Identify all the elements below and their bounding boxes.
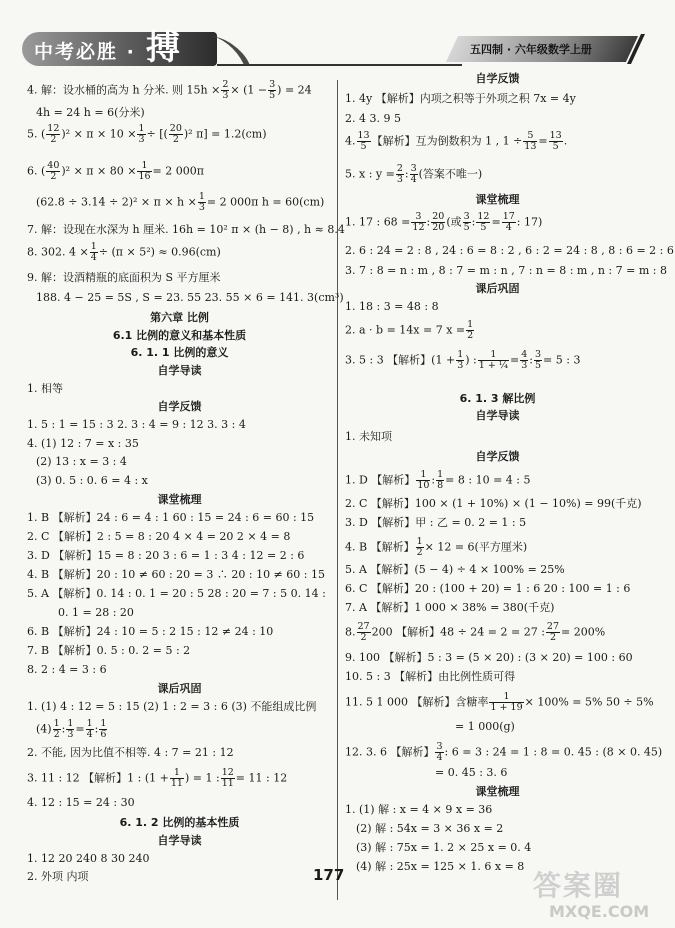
answer-line: (2) 13 : x = 3 : 4 <box>36 455 127 468</box>
answer-line: (3) 解 : 75x = 1. 2 × 25 x = 0. 4 <box>356 841 532 854</box>
part-heading: 自学导读 <box>157 364 202 377</box>
part-heading: 课堂梳理 <box>475 193 520 206</box>
answer-line: 1. 相等 <box>27 382 63 395</box>
answer-line: 3. 7 : 8 = n : m , 8 : 7 = m : n , 7 : n = 8 : m , n : 7 = m : 8 <box>345 264 667 277</box>
watermark-url: MXQE.COM <box>549 902 650 921</box>
answer-line: 5. A 【解析】0. 14 : 0. 1 = 20 : 5 28 : 20 = 7 : 5 0. 14 : <box>27 587 326 600</box>
subsection-heading: 6. 1. 2 比例的基本性质 <box>119 816 240 829</box>
series-title: 中考必胜 · <box>34 41 136 63</box>
answer-line: 7. B 【解析】0. 5 : 0. 2 = 5 : 2 <box>27 644 191 657</box>
answer-line: 3. 11 : 12 【解析】1 : (1 + $\frac{1}{11}$ ) = 1 : $\frac{12}{11}$ = 11 : 12 <box>27 767 288 789</box>
answer-line: 1. 5 : 1 = 15 : 3 2. 3 : 4 = 9 : 12 3. 3 : 4 <box>27 418 246 431</box>
watermark <box>525 862 675 928</box>
answer-line: 3. D 【解析】15 = 8 : 20 3 : 6 = 1 : 3 4 : 12 = 2 : 6 <box>27 549 305 562</box>
section-heading: 6.1 比例的意义和基本性质 <box>112 329 247 342</box>
answer-line: 4. (1) 12 : 7 = x : 35 <box>27 437 139 450</box>
answer-line: 6. B 【解析】24 : 10 = 5 : 2 15 : 12 ≠ 24 : 10 <box>27 625 274 638</box>
part-heading: 自学反馈 <box>475 450 520 463</box>
part-heading: 课后巩固 <box>157 682 202 695</box>
subsection-heading: 6. 1. 1 比例的意义 <box>130 346 229 359</box>
answer-line: 4. B 【解析】 $\frac{1}{2}$ × 12 = 6(平方厘米) <box>345 536 528 558</box>
answer-line: (2) 解 : 54x = 3 × 36 x = 2 <box>356 822 504 835</box>
watermark-text: 答案圈 <box>533 869 624 902</box>
answer-line: 2. 4 3. 9 5 <box>345 112 401 125</box>
answer-line: (3) 0. 5 : 0. 6 = 4 : x <box>36 474 148 487</box>
answer-line: 1. 12 20 240 8 30 240 <box>27 852 150 865</box>
answer-line: 1. B 【解析】24 : 6 = 4 : 1 60 : 15 = 24 : 6 = 60 : 15 <box>27 511 315 524</box>
answer-line: (62.8 ÷ 3.14 ÷ 2)² × π × h × $\frac{1}{3}$ = 2 000π h = 60(cm) <box>36 191 325 213</box>
answer-line: 4. $\frac{13}{5}$ 【解析】互为倒数积为 1 , 1 ÷ $\frac{5}{13}$ = $\frac{13}{5}$ . <box>345 130 568 152</box>
answer-line: 2. 外项 内项 <box>27 870 89 883</box>
answer-line: 8. 302. 4 × $\frac{1}{4}$ ÷ (π × 5²) ≈ 0.96(cm) <box>27 241 221 263</box>
answer-line: 10. 5 : 3 【解析】由比例性质可得 <box>345 670 516 683</box>
page-header <box>22 30 622 76</box>
page-number: 177 <box>313 866 345 884</box>
subsection-heading: 6. 1. 3 解比例 <box>459 392 536 405</box>
answer-line: = 0. 45 : 3. 6 <box>435 766 508 779</box>
chapter-heading: 第六章 比例 <box>150 311 209 324</box>
part-heading: 课堂梳理 <box>157 493 202 506</box>
edition-label: 五四制 · 六年级数学上册 <box>470 43 592 56</box>
answer-line: 2. a · b = 14x = 7 x = $\frac{1}{2}$ <box>345 319 474 341</box>
series-big-char: 搏 <box>146 28 180 68</box>
part-heading: 自学反馈 <box>475 72 520 85</box>
answer-line: (4) $\frac{1}{2}$ : $\frac{1}{3}$ = $\frac{1}{4}$ : $\frac{1}{6}$ <box>36 718 107 740</box>
answer-line: 3. 5 : 3 【解析】(1 + $\frac{1}{3}$ ) : $\frac{1}{\text{1 + ¼}}$ = $\frac{4}{3}$ : $\frac{3}{5}$ = 5 : 3 <box>345 349 581 371</box>
answer-line: 8. 2 : 4 = 3 : 6 <box>27 663 107 676</box>
part-heading: 自学导读 <box>157 834 202 847</box>
answer-line: 4. 解：设水桶的高为 h 分米. 则 15h × $\frac{2}{3}$ × (1 − $\frac{3}{5}$ ) = 24 <box>27 79 312 101</box>
answer-line: 2. 不能, 因为比值不相等. 4 : 7 = 21 : 12 <box>27 746 234 759</box>
answer-line: 4. B 【解析】20 : 10 ≠ 60 : 20 = 3 ∴ 20 : 10 ≠ 60 : 15 <box>27 568 325 581</box>
answer-line: 3. D 【解析】甲 : 乙 = 0. 2 = 1 : 5 <box>345 516 527 529</box>
part-heading: 自学反馈 <box>157 400 202 413</box>
answer-line: (4) 解 : 25x = 125 × 1. 6 x = 8 <box>356 860 525 873</box>
answer-line: 7. A 【解析】1 000 × 38% = 380(千克) <box>345 601 555 614</box>
answer-line: 6. ( $\frac{40}{2}$ )² × π × 80 × $\frac{1}{16}$ = 2 000π <box>27 160 204 182</box>
answer-line: 5. x : y = $\frac{2}{3}$ : $\frac{3}{4}$ (答案不唯一) <box>345 163 483 185</box>
answer-line: 4. 12 : 15 = 24 : 30 <box>27 796 135 809</box>
answer-line: 8. $\frac{27}{2}$ 200 【解析】48 ÷ 24 = 2 = 27 : $\frac{27}{2}$ = 200% <box>345 621 606 643</box>
answer-line: 1. 18 : 3 = 48 : 8 <box>345 300 439 313</box>
answer-line: 1. (1) 解 : x = 4 × 9 x = 36 <box>345 803 493 816</box>
answer-line: 6. C 【解析】20 : (100 + 20) = 1 : 6 20 : 100 = 1 : 6 <box>345 582 631 595</box>
answer-line: 1. (1) 4 : 12 = 5 : 15 (2) 1 : 2 = 3 : 6 (3) 不能组成比例 <box>27 700 317 713</box>
answer-line: 0. 1 = 28 : 20 <box>58 606 134 619</box>
answer-line: 2. 6 : 24 = 2 : 8 , 24 : 6 = 8 : 2 , 6 : 2 = 24 : 8 , 8 : 6 = 2 : 6 <box>345 244 674 257</box>
answer-line: 4h = 24 h = 6(分米) <box>36 106 145 119</box>
answer-line: 2. C 【解析】2 : 5 = 8 : 20 4 × 4 = 20 2 × 4 = 8 <box>27 530 291 543</box>
answer-line: 1. 4y 【解析】内项之积等于外项之积 7x = 4y <box>345 92 576 105</box>
answer-line: 1. D 【解析】 $\frac{1}{10}$ : $\frac{1}{8}$ = 8 : 10 = 4 : 5 <box>345 469 531 491</box>
part-heading: 课后巩固 <box>475 282 520 295</box>
answer-line: 11. 5 1 000 【解析】含糖率 $\frac{1}{1 + 19}$ × 100% = 5% 50 ÷ 5% <box>345 691 654 713</box>
column-divider <box>337 80 338 900</box>
answer-line: 1. 17 : 68 = $\frac{3}{12}$ : $\frac{20}{20}$ (或 $\frac{3}{5}$ : $\frac{12}{5}$ = $\frac{17}{4}$ : 17) <box>345 211 543 233</box>
answer-line: 1. 未知项 <box>345 430 392 443</box>
answer-line: 188. 4 − 25 = 5S , S = 23. 55 23. 55 × 6 = 141. 3(cm³) <box>36 291 344 304</box>
answer-line: 9. 解：设酒精瓶的底面积为 S 平方厘米 <box>27 271 221 284</box>
answer-line: 2. C 【解析】100 × (1 + 10%) × (1 − 10%) = 99(千克) <box>345 497 642 510</box>
header-rule <box>217 64 462 66</box>
answer-line: 9. 100 【解析】5 : 3 = (5 × 20) : (3 × 20) = 100 : 60 <box>345 651 633 664</box>
answer-line: = 1 000(g) <box>455 720 515 733</box>
part-heading: 自学导读 <box>475 409 520 422</box>
part-heading: 课堂梳理 <box>475 785 520 798</box>
answer-line: 5. ( $\frac{12}{2}$ )² × π × 10 × $\frac{1}{3}$ ÷ [( $\frac{20}{2}$ )² π] = 1.2(cm) <box>27 123 267 145</box>
answer-line: 5. A 【解析】(5 − 4) ÷ 4 × 100% = 25% <box>345 563 565 576</box>
answer-line: 7. 解：设现在水深为 h 厘米. 16h = 10² π × (h − 8) , h ≈ 8.4 <box>27 223 345 236</box>
answer-line: 12. 3. 6 【解析】 $\frac{3}{4}$ : 6 = 3 : 24 = 1 : 8 = 0. 45 : (8 × 0. 45) <box>345 741 663 763</box>
